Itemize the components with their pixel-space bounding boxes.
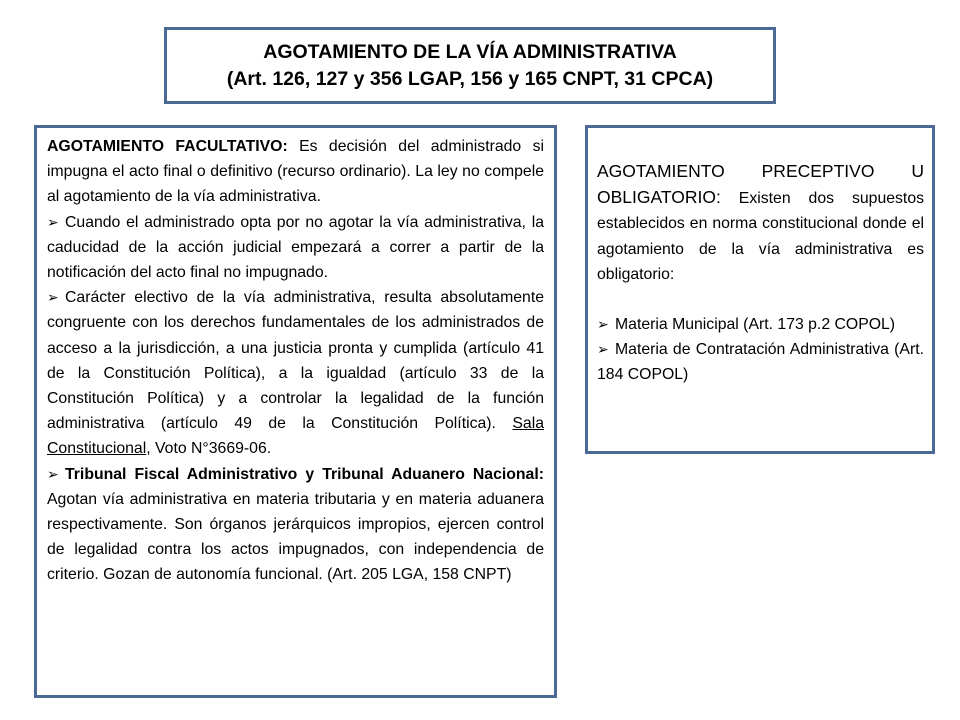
arrow-bullet-icon: ➢ <box>47 465 59 482</box>
title-line-2: (Art. 126, 127 y 356 LGAP, 156 y 165 CNPT, 31 CPCA) <box>226 68 714 90</box>
facultative-bullet-3-heading: Tribunal Fiscal Administrativo y Tribunal Aduanero Nacional: <box>65 465 544 483</box>
facultative-bullet-2-text: Carácter electivo de la vía administrativa, resulta absolutamente congruente con los derechos fundamentales de los administrados de acceso a la jurisdicción, a una justicia pronta y cumplida (artículo 41 de la Constitución Política), a la igualdad (artículo 33 de la Constitución Política) y a controlar la legalidad de la función administrativa (artículo 49 de la Constitución Política). <box>47 289 544 433</box>
title-box <box>164 27 776 104</box>
facultative-heading: AGOTAMIENTO FACULTATIVO: <box>47 138 288 155</box>
facultative-intro <box>47 134 544 210</box>
sala-constitucional-link[interactable]: Sala Constitucional <box>47 415 544 458</box>
mandatory-bullet-1 <box>597 312 924 337</box>
mandatory-bullet-1-text: Materia Municipal (Art. 173 p.2 COPOL) <box>615 316 896 334</box>
arrow-bullet-icon: ➢ <box>47 289 59 306</box>
facultative-intro-text: Es decisión del administrado si impugna el acto final o definitivo (recurso ordinario). La ley no compele al agotamiento de la vía administrativa. <box>47 138 544 206</box>
mandatory-panel <box>585 125 935 454</box>
facultative-bullet-2-tail: , Voto N°3669-06. <box>146 440 272 458</box>
mandatory-bullet-2 <box>597 337 924 387</box>
spacer <box>597 287 924 312</box>
mandatory-bullet-2-text: Materia de Contratación Administrativa (Art. 184 COPOL) <box>597 341 924 384</box>
facultative-bullet-2 <box>47 285 544 461</box>
arrow-bullet-icon: ➢ <box>597 316 609 333</box>
facultative-panel <box>34 125 557 698</box>
facultative-bullet-1 <box>47 210 544 286</box>
mandatory-heading: AGOTAMIENTO PRECEPTIVO U OBLIGATORIO <box>597 161 924 208</box>
title-line-1: AGOTAMIENTO DE LA VÍA ADMINISTRATIVA <box>263 41 677 63</box>
mandatory-heading-colon: : <box>715 187 721 208</box>
facultative-bullet-3-text: Agotan vía administrativa en materia tributaria y en materia aduanera respectivamente. Son órganos jerárquicos impropios, ejercen control de legalidad contra los actos impugnados, con independencia de criterio. Gozan de autonomía funcional. (Art. 205 LGA, 158 CNPT) <box>47 490 544 584</box>
arrow-bullet-icon: ➢ <box>47 213 59 230</box>
arrow-bullet-icon: ➢ <box>597 341 609 358</box>
mandatory-intro-text: Existen dos supuestos establecidos en norma constitucional donde el agotamiento de la vía administrativa es obligatorio: <box>597 190 924 283</box>
facultative-bullet-1-text: Cuando el administrado opta por no agotar la vía administrativa, la caducidad de la acción judicial empezará a correr a partir de la notificación del acto final no impugnado. <box>47 213 544 282</box>
facultative-bullet-3 <box>47 462 544 588</box>
mandatory-intro <box>597 159 924 287</box>
